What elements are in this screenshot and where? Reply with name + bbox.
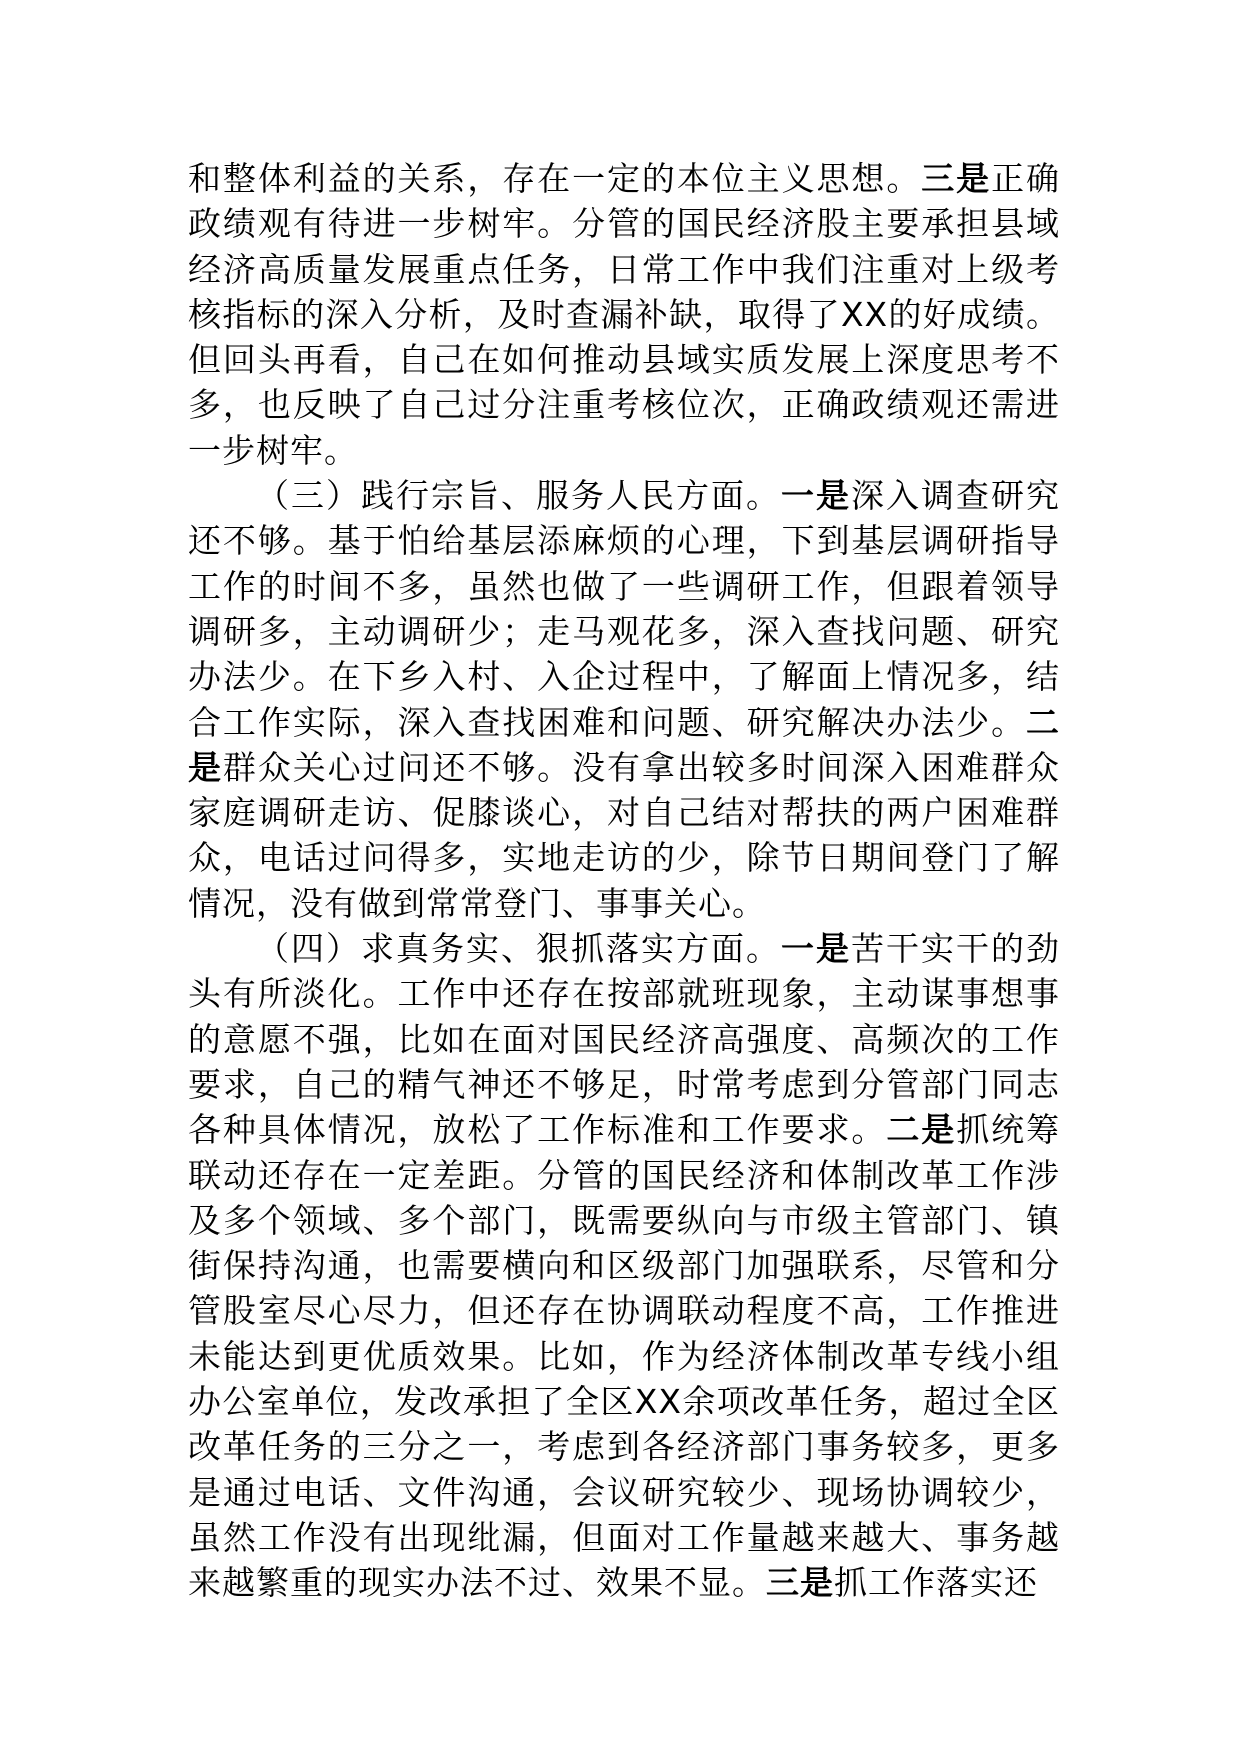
paragraph-2-text: 深入调查研究还不够。基于怕给基层添麻烦的心理，下到基层调研指导工作的时间不多，虽然也做了一些调研工作，但跟着领导调研多，主动调研少；走马观花多，深入查找问题、研究办法少。在下乡入村、入企过程中，了解面上情况多，结合工作实际，深入查找困难和问题、研究解决办法少。	[188, 476, 1060, 742]
paragraph-1	[188, 156, 1060, 473]
paragraph-3	[188, 926, 1060, 1605]
document-body	[188, 156, 1060, 1606]
paragraph-2-text: 群众关心过问还不够。没有拿出较多时间深入困难群众家庭调研走访、促膝谈心，对自己结对帮扶的两户困难群众，电话过问得多，实地走访的少，除节日期间登门了解情况，没有做到常常登门、事事关心。	[188, 747, 1061, 923]
paragraph-3-text: 苦干实干的劲头有所淡化。工作中还存在按部就班现象，主动谋事想事的意愿不强，比如在面对国民经济高强度、高频次的工作要求，自己的精气神还不够足，时常考虑到分管部门同志各种具体情况，放松了工作标准和工作要求。	[188, 929, 1060, 1150]
paragraph-1-keyword-san-shi: 三是	[921, 159, 992, 198]
paragraph-2	[188, 473, 1060, 926]
paragraph-1-text: 正确政绩观有待进一步树牢。分管的国民经济股主要承担县域经济高质量发展重点任务，日常工作中我们注重对上级考核指标的深入分析，及时查漏补缺，取得了XX的好成绩。但回头再看，自己在如何推动县域实质发展上深度思考不多，也反映了自己过分注重考核位次，正确政绩观还需进一步树牢。	[188, 159, 1061, 470]
paragraph-3-text: 抓统筹联动还存在一定差距。分管的国民经济和体制改革工作涉及多个领域、多个部门，既需要纵向与市级主管部门、镇街保持沟通，也需要横向和区级部门加强联系，尽管和分管股室尽心尽力，但还存在协调联动程度不高，工作推进未能达到更优质效果。比如，作为经济体制改革专线小组办公室单位，发改承担了全区XX余项改革任务，超过全区改革任务的三分之一，考虑到各经济部门事务较多，更多是通过电话、文件沟通，会议研究较少、现场协调较少，虽然工作没有出现纰漏，但面对工作量越来越大、事务越来越繁重的现实办法不过、效果不显。	[188, 1110, 1061, 1603]
paragraph-2-heading: （三）践行宗旨、服务人民方面。	[256, 476, 781, 516]
paragraph-3-text: 抓工作落实还	[834, 1563, 1038, 1603]
paragraph-2-keyword-yi-shi: 一是	[781, 476, 851, 516]
paragraph-3-keyword-yi-shi: 一是	[781, 929, 851, 969]
paragraph-3-heading: （四）求真务实、狠抓落实方面。	[256, 929, 781, 969]
paragraph-2-keyword-er-shi: 二是	[188, 702, 1060, 787]
paragraph-3-keyword-er-shi: 二是	[886, 1110, 957, 1150]
paragraph-3-keyword-san-shi: 三是	[766, 1563, 834, 1603]
paragraph-1-text: 和整体利益的关系，存在一定的本位主义思想。	[188, 159, 922, 198]
